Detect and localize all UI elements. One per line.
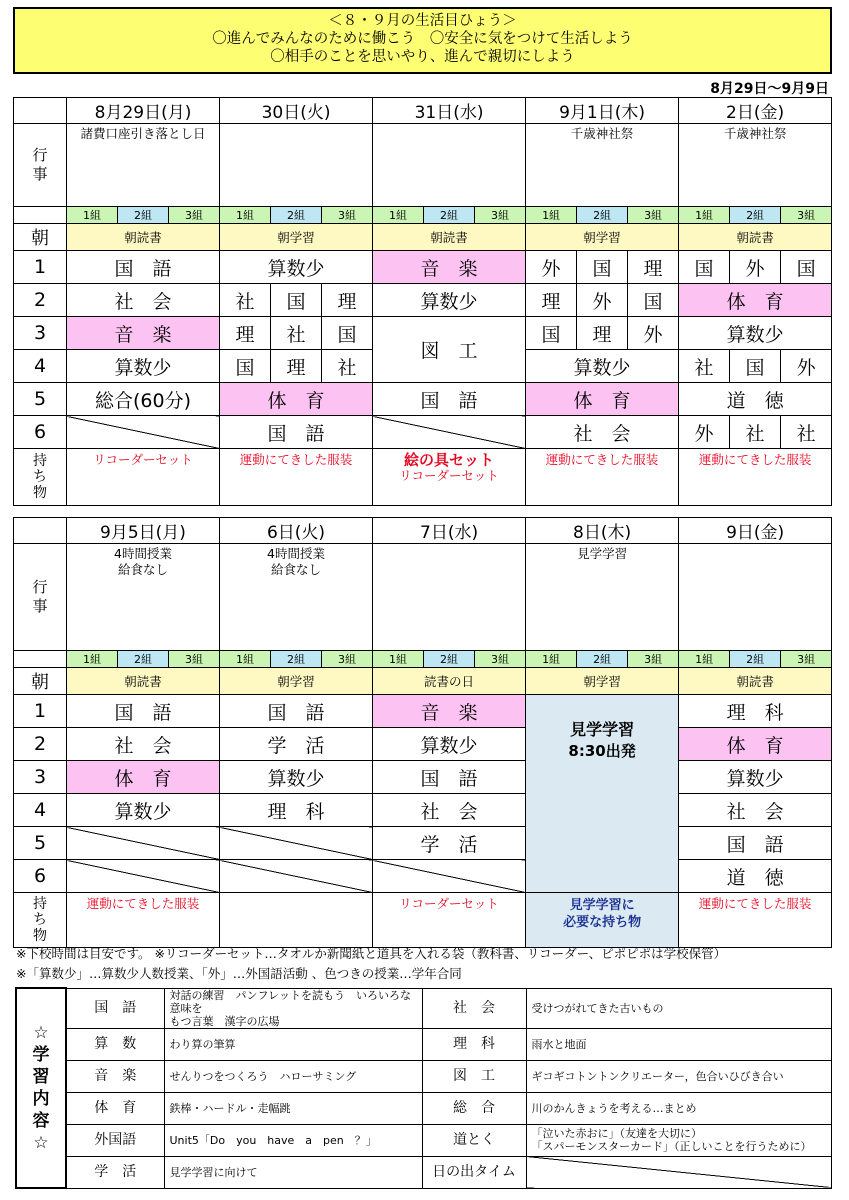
subject-content: 受けつがれてきた古いもの (526, 988, 832, 1028)
subject-name: 道とく (422, 1124, 526, 1156)
items-cell: 運動にてきした服装 (220, 449, 373, 506)
morning-row (14, 668, 832, 695)
goals-line-2: 〇相手のことを思いやり、進んで親切にしよう (270, 49, 575, 65)
class-2-label: 2組 (577, 651, 628, 668)
lesson-cell: 外 (679, 416, 730, 449)
lesson-cell: 国 語 (679, 827, 832, 860)
lesson-cell: 国 (322, 317, 373, 350)
subject-name: 体 育 (66, 1092, 164, 1124)
lesson-cell: 算数少 (220, 251, 373, 284)
lesson-cell: 国 語 (373, 383, 526, 416)
items-cell-empty (220, 893, 373, 948)
period-label: 1 (14, 695, 67, 728)
lesson-cell: 音 楽 (373, 251, 526, 284)
subject-content: Unit5「Do you have a pen ？」 (164, 1124, 422, 1156)
lesson-cell: 国 (628, 284, 679, 317)
lesson-cell: 理 (628, 251, 679, 284)
lesson-cell: 算数少 (679, 317, 832, 350)
lesson-cell: 社 (271, 317, 322, 350)
subject-content: ギコギコトントンクリエーター，色合いひびき合い (526, 1060, 832, 1092)
subject-name: 日の出タイム (422, 1156, 526, 1188)
no-class-cell (373, 416, 526, 449)
lesson-cell: 外 (730, 251, 781, 284)
morning-activity: 朝学習 (526, 668, 679, 695)
lesson-cell: 理 (220, 317, 271, 350)
no-class-cell (220, 860, 373, 893)
day-header: 8日(木) (526, 518, 679, 544)
class-3-label: 3組 (628, 207, 679, 224)
morning-activity: 読書の日 (373, 668, 526, 695)
lesson-cell: 算数少 (67, 350, 220, 383)
event-cell (220, 124, 373, 207)
subject-content: 鉄棒・ハードル・走幅跳 (164, 1092, 422, 1124)
period-label: 5 (14, 827, 67, 860)
class-group-row (14, 651, 832, 668)
subject-name: 外国語 (66, 1124, 164, 1156)
event-cell: 見学学習 (526, 544, 679, 651)
corner-cell (14, 98, 67, 124)
morning-activity: 朝学習 (526, 224, 679, 251)
subject-name: 社 会 (422, 988, 526, 1028)
lesson-cell: 算数少 (373, 728, 526, 761)
lesson-cell: 社 (679, 350, 730, 383)
events-row (14, 544, 832, 651)
class-2-label: 2組 (730, 651, 781, 668)
lesson-cell: 道 徳 (679, 860, 832, 893)
lesson-cell: 社 (322, 350, 373, 383)
subject-content: 川のかんきょうを考える…まとめ (526, 1092, 832, 1124)
notes (16, 944, 726, 984)
day-header-row (14, 98, 832, 124)
subject-name: 国 語 (66, 988, 164, 1028)
morning-activity: 朝読書 (373, 224, 526, 251)
class-3-label: 3組 (169, 651, 220, 668)
lesson-cell: 算数少 (220, 761, 373, 794)
morning-activity: 朝読書 (679, 668, 832, 695)
lesson-cell: 理 (271, 350, 322, 383)
period-label: 3 (14, 761, 67, 794)
period-3-row (14, 761, 832, 794)
event-cell (679, 544, 832, 651)
period-5-row (14, 827, 832, 860)
lesson-cell: 社 (730, 416, 781, 449)
lesson-cell: 学 活 (220, 728, 373, 761)
event-cell: 4時間授業 給食なし (220, 544, 373, 651)
lesson-cell: 国 (577, 251, 628, 284)
items-cell: 見学学習に 必要な持ち物 (526, 893, 679, 948)
period-label: 3 (14, 317, 67, 350)
class-1-label: 1組 (220, 207, 271, 224)
lesson-cell: 総合(60分) (67, 383, 220, 416)
lesson-cell: 国 (271, 284, 322, 317)
subject-name: 学 活 (66, 1156, 164, 1188)
lesson-cell: 音 楽 (373, 695, 526, 728)
class-1-label: 1組 (679, 651, 730, 668)
subject-name: 図 工 (422, 1060, 526, 1092)
class-3-label: 3組 (628, 651, 679, 668)
period-1-row (14, 251, 832, 284)
class-3-label: 3組 (475, 207, 526, 224)
period-label: 4 (14, 350, 67, 383)
lesson-cell: 社 会 (67, 284, 220, 317)
class-2-label: 2組 (271, 651, 322, 668)
lesson-cell: 国 語 (220, 695, 373, 728)
lesson-cell: 理 科 (220, 794, 373, 827)
lesson-cell: 学 活 (373, 827, 526, 860)
items-cell: リコーダーセット (67, 449, 220, 506)
lesson-cell: 社 (781, 416, 832, 449)
lesson-cell: 算数少 (679, 761, 832, 794)
lesson-cell: 社 会 (67, 728, 220, 761)
lesson-cell: 理 (322, 284, 373, 317)
no-class-cell (67, 416, 220, 449)
items-cell (373, 449, 526, 506)
class-3-label: 3組 (322, 207, 373, 224)
lesson-cell: 算数少 (67, 794, 220, 827)
period-2-row (14, 728, 832, 761)
period-4-row (14, 794, 832, 827)
schedule-week-2 (13, 517, 832, 948)
class-1-label: 1組 (526, 651, 577, 668)
note-line: ※下校時間は目安です。 ※リコーダーセット…タオルか新聞紙と道具を入れる袋（教科書、リコーダー、ピポピポは学校保管） (16, 946, 727, 961)
items-label: 持 ち 物 (14, 893, 67, 948)
items-cell: リコーダーセット (373, 893, 526, 948)
period-5-row (14, 383, 832, 416)
event-cell: 千歳神社祭 (679, 124, 832, 207)
items-label: 持 ち 物 (14, 449, 67, 506)
class-2-label: 2組 (118, 651, 169, 668)
class-3-label: 3組 (781, 651, 832, 668)
field-trip-block (526, 695, 679, 893)
lesson-cell: 体 育 (220, 383, 373, 416)
subject-content: 対話の練習 パンフレットを読もう いろいろな意味を もつ言葉 漢字の広場 (164, 988, 422, 1028)
monthly-goals-header (13, 7, 832, 74)
lesson-cell: 道 徳 (679, 383, 832, 416)
lesson-cell: 外 (781, 350, 832, 383)
class-3-label: 3組 (475, 651, 526, 668)
lesson-cell: 図 工 (373, 317, 526, 383)
day-header: 9月5日(月) (67, 518, 220, 544)
lesson-cell: 国 語 (373, 761, 526, 794)
class-3-label: 3組 (781, 207, 832, 224)
corner-cell (14, 518, 67, 544)
morning-activity: 朝読書 (67, 668, 220, 695)
event-cell: 諸費口座引き落とし日 (67, 124, 220, 207)
class-2-label: 2組 (577, 207, 628, 224)
class-2-label: 2組 (730, 207, 781, 224)
morning-activity: 朝読書 (67, 224, 220, 251)
events-row (14, 124, 832, 207)
event-cell: 4時間授業 給食なし (67, 544, 220, 651)
lesson-cell: 外 (526, 251, 577, 284)
schedule-week-1 (13, 97, 832, 506)
class-1-label: 1組 (220, 651, 271, 668)
events-label: 行 事 (14, 544, 67, 651)
period-label: 5 (14, 383, 67, 416)
subject-content: 雨水と地面 (526, 1028, 832, 1060)
day-header: 9月1日(木) (526, 98, 679, 124)
lesson-cell: 理 (526, 284, 577, 317)
period-6-row (14, 416, 832, 449)
period-label: 4 (14, 794, 67, 827)
day-header: 6日(火) (220, 518, 373, 544)
day-header: 7日(水) (373, 518, 526, 544)
subject-name: 総 合 (422, 1092, 526, 1124)
class-1-label: 1組 (373, 207, 424, 224)
lesson-cell: 社 (220, 284, 271, 317)
lesson-cell: 社 会 (526, 416, 679, 449)
no-class-cell (67, 860, 220, 893)
class-2-label: 2組 (271, 207, 322, 224)
class-1-label: 1組 (373, 651, 424, 668)
morning-label: 朝 (14, 668, 67, 695)
morning-activity: 朝学習 (220, 224, 373, 251)
morning-label: 朝 (14, 224, 67, 251)
class-3-label: 3組 (169, 207, 220, 224)
day-header: 30日(火) (220, 98, 373, 124)
lesson-cell: 理 (577, 317, 628, 350)
lesson-cell: 理 科 (679, 695, 832, 728)
morning-row (14, 224, 832, 251)
period-label: 2 (14, 728, 67, 761)
items-bold: 絵の具セット (404, 451, 495, 469)
field-trip-title: 見学学習 (570, 720, 635, 739)
lesson-cell: 社 会 (373, 794, 526, 827)
subject-name: 理 科 (422, 1028, 526, 1060)
goals-line-1: 〇進んでみんなのために働こう 〇安全に気をつけて生活しよう (212, 31, 633, 47)
subject-content: せんりつをつくろう ハローサミング (164, 1060, 422, 1092)
lesson-cell: 国 (781, 251, 832, 284)
lesson-cell: 国 (730, 350, 781, 383)
no-content-cell (526, 1156, 832, 1188)
events-label: 行 事 (14, 124, 67, 207)
items-cell: 運動にてきした服装 (679, 449, 832, 506)
period-label: 2 (14, 284, 67, 317)
day-header-row (14, 518, 832, 544)
items-cell: 運動にてきした服装 (67, 893, 220, 948)
period-label: 6 (14, 860, 67, 893)
event-cell (373, 124, 526, 207)
class-group-row (14, 207, 832, 224)
note-line: ※「算数少」…算数少人数授業、「外」…外国語活動 、色つきの授業…学年合同 (16, 966, 462, 981)
lesson-cell: 体 育 (526, 383, 679, 416)
class-1-label: 1組 (679, 207, 730, 224)
class-1-label: 1組 (67, 207, 118, 224)
blank-cell (14, 651, 67, 668)
period-label: 1 (14, 251, 67, 284)
day-header: 8月29日(月) (67, 98, 220, 124)
study-title: ☆ 学 習 内 容 ☆ (16, 988, 66, 1188)
period-label: 6 (14, 416, 67, 449)
lesson-cell: 体 育 (679, 728, 832, 761)
class-2-label: 2組 (424, 207, 475, 224)
lesson-cell: 国 語 (220, 416, 373, 449)
date-range: 8月29日～9月9日 (710, 81, 829, 97)
items-row (14, 449, 832, 506)
field-trip-depart: 8:30出発 (568, 742, 636, 760)
morning-activity: 朝学習 (220, 668, 373, 695)
class-3-label: 3組 (322, 651, 373, 668)
lesson-cell: 国 語 (67, 695, 220, 728)
items-text: リコーダーセット (399, 468, 499, 483)
period-6-row (14, 860, 832, 893)
period-2-row (14, 284, 832, 317)
subject-content: わり算の筆算 (164, 1028, 422, 1060)
lesson-cell: 国 (526, 317, 577, 350)
lesson-cell: 体 育 (67, 761, 220, 794)
items-cell: 運動にてきした服装 (526, 449, 679, 506)
period-3-row (14, 317, 832, 350)
study-content-table (15, 987, 832, 1189)
lesson-cell: 国 (679, 251, 730, 284)
lesson-cell: 算数少 (373, 284, 526, 317)
lesson-cell: 外 (628, 317, 679, 350)
class-2-label: 2組 (424, 651, 475, 668)
class-2-label: 2組 (118, 207, 169, 224)
subject-name: 音 楽 (66, 1060, 164, 1092)
lesson-cell: 算数少 (526, 350, 679, 383)
day-header: 31日(水) (373, 98, 526, 124)
lesson-cell: 国 (220, 350, 271, 383)
class-1-label: 1組 (67, 651, 118, 668)
subject-name: 算 数 (66, 1028, 164, 1060)
morning-activity: 朝読書 (679, 224, 832, 251)
lesson-cell: 国 語 (67, 251, 220, 284)
no-class-cell (67, 827, 220, 860)
no-class-cell (220, 827, 373, 860)
lesson-cell: 音 楽 (67, 317, 220, 350)
period-1-row (14, 695, 832, 728)
blank-cell (14, 207, 67, 224)
subject-content: 「泣いた赤おに」（友達を大切に） 「スパーモンスターカード」（正しいことを行うために） (526, 1124, 832, 1156)
lesson-cell: 外 (577, 284, 628, 317)
no-class-cell (373, 860, 526, 893)
day-header: 9日(金) (679, 518, 832, 544)
items-row (14, 893, 832, 948)
event-cell: 千歳神社祭 (526, 124, 679, 207)
event-cell (373, 544, 526, 651)
goals-title: ＜８・９月の生活目ひょう＞ (328, 13, 517, 29)
subject-content: 見学学習に向けて (164, 1156, 422, 1188)
lesson-cell: 社 会 (679, 794, 832, 827)
lesson-cell: 体 育 (679, 284, 832, 317)
class-1-label: 1組 (526, 207, 577, 224)
day-header: 2日(金) (679, 98, 832, 124)
items-cell: 運動にてきした服装 (679, 893, 832, 948)
